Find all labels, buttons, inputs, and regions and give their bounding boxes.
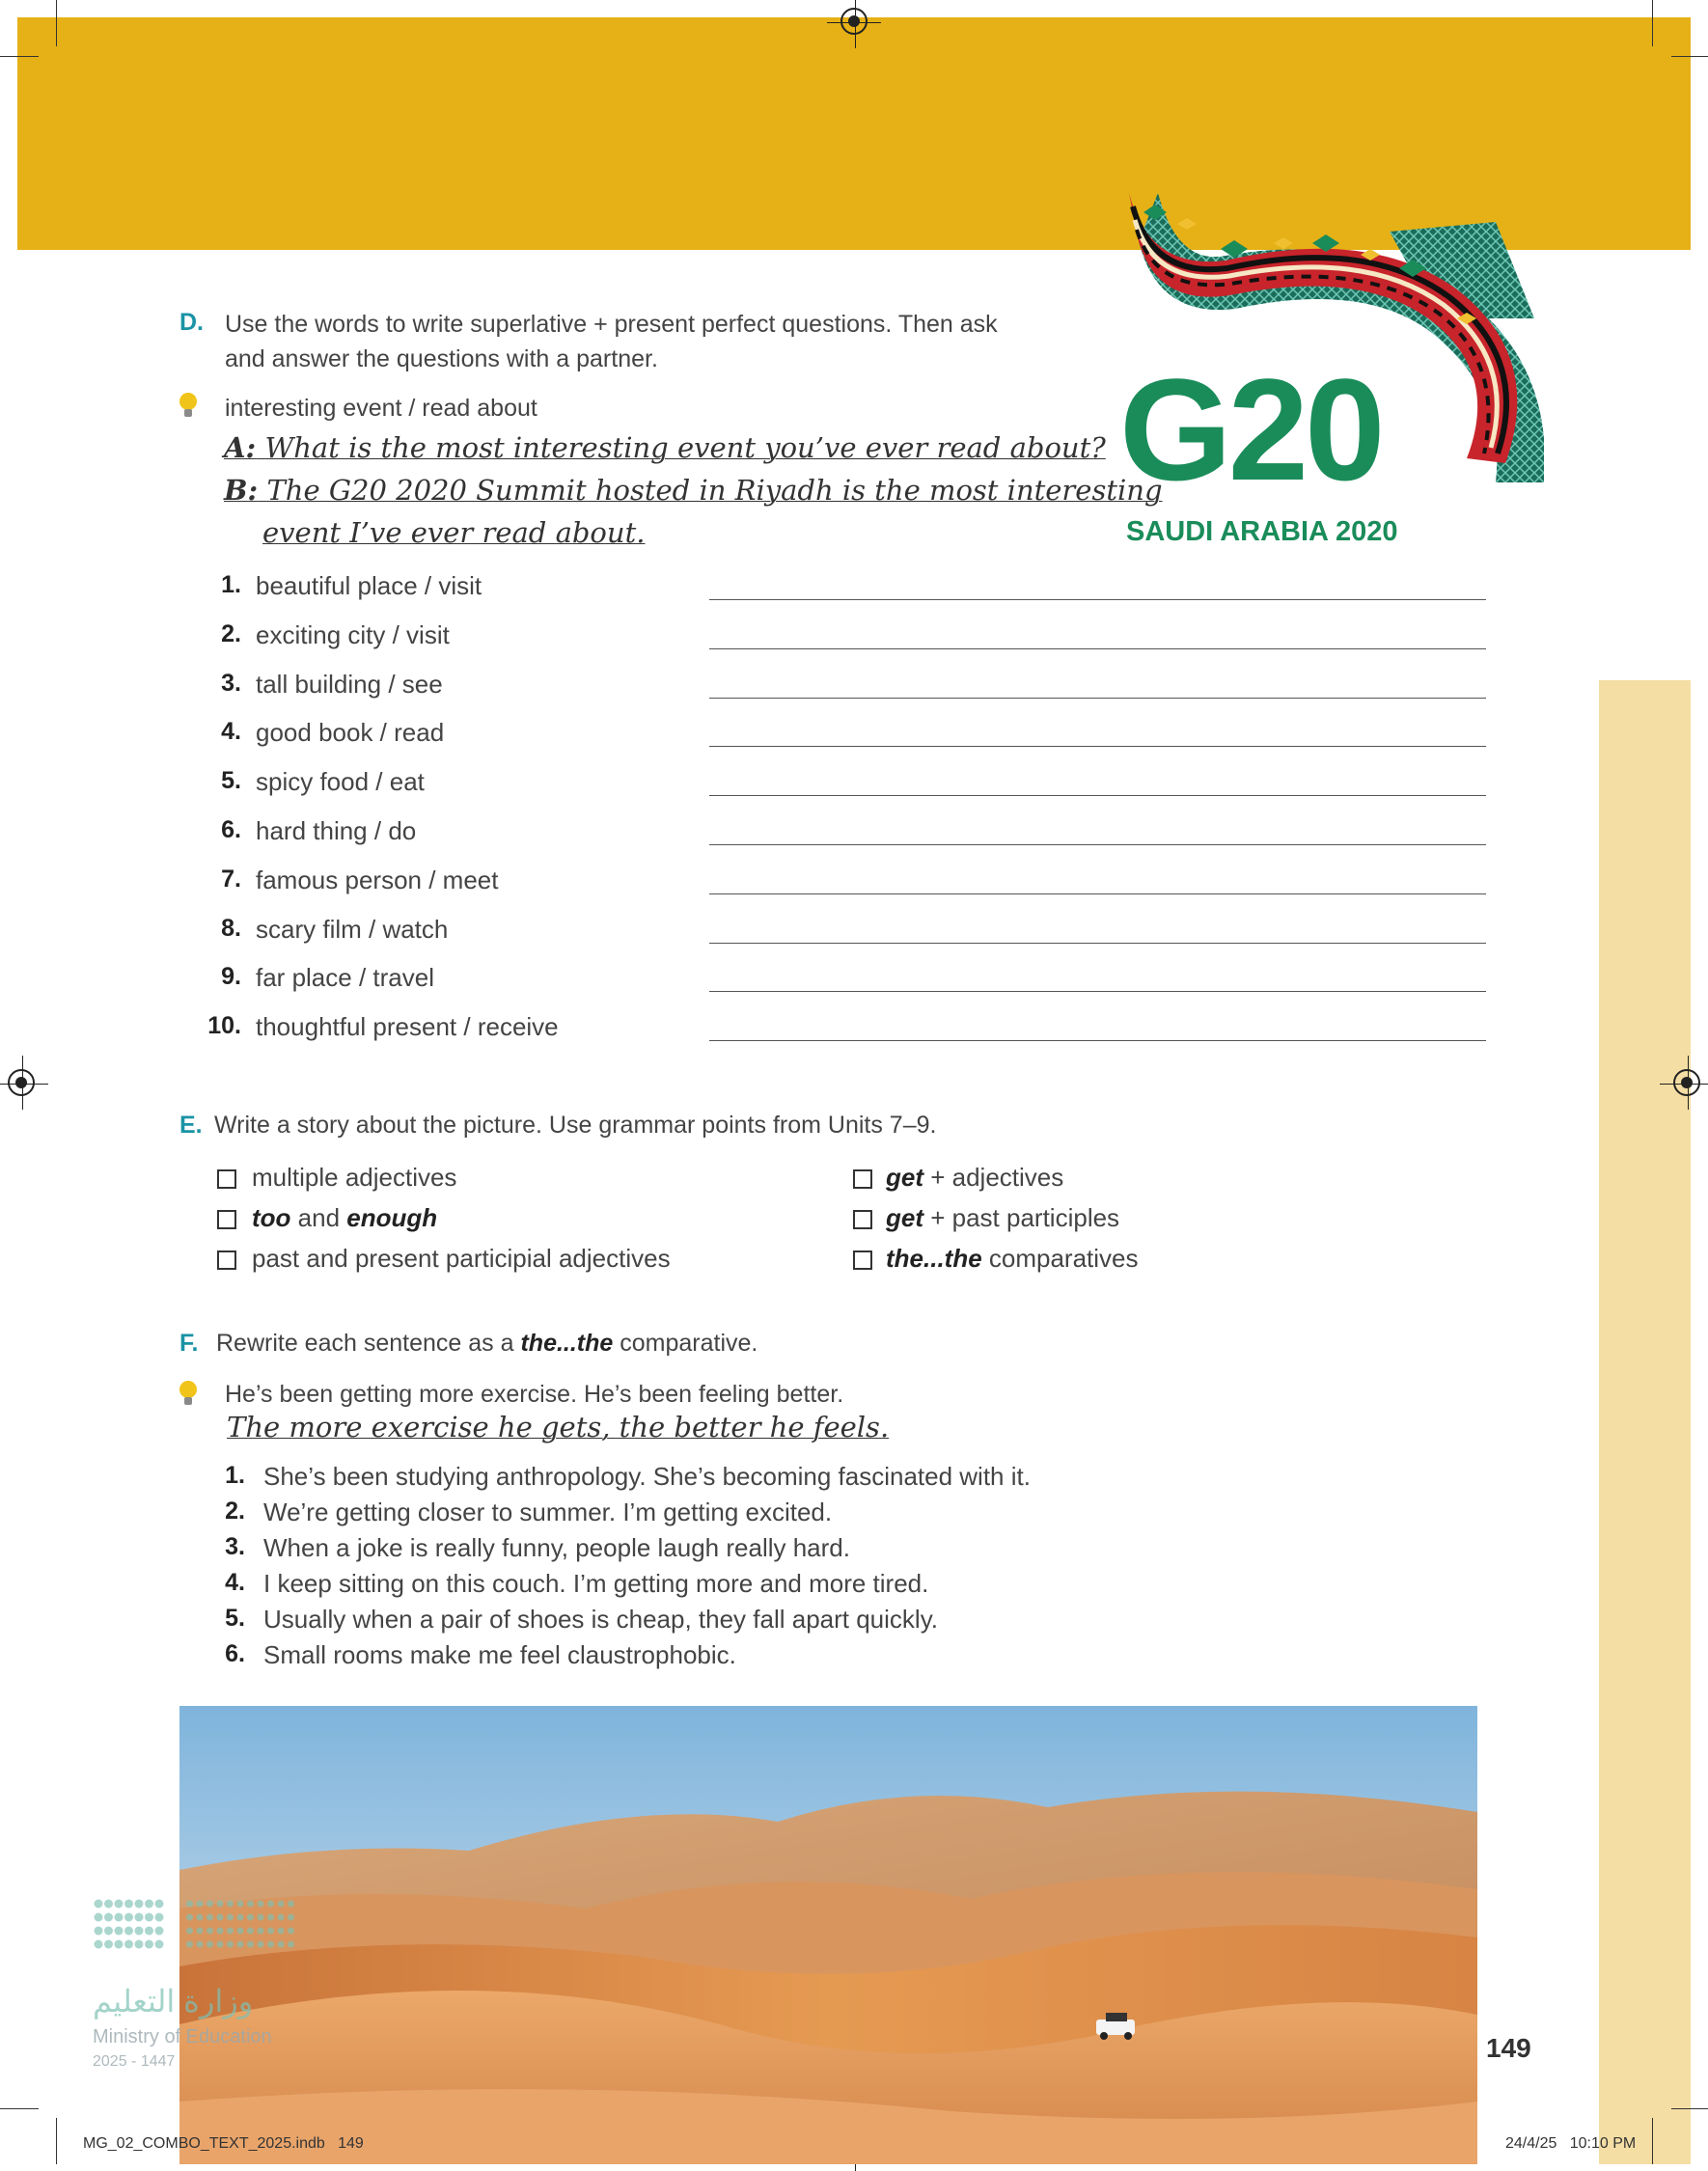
item-number: 5. xyxy=(225,1605,245,1632)
item-prompt: exciting city / visit xyxy=(256,620,450,649)
option-get-past-participles: get + past participles xyxy=(886,1203,1120,1232)
item-prompt: spicy food / eat xyxy=(256,767,425,796)
desert-photo xyxy=(179,1706,1477,2164)
answer-line[interactable] xyxy=(709,795,1486,796)
option-the-the-comparatives: the...the comparatives xyxy=(886,1244,1139,1273)
item-number: 1. xyxy=(225,1462,245,1489)
item-number: 3. xyxy=(225,1533,245,1560)
sentence-to-rewrite: We’re getting closer to summer. I’m getting excited. xyxy=(263,1498,833,1526)
page-side-tab xyxy=(1599,680,1691,2164)
option-multiple-adjectives: multiple adjectives xyxy=(252,1163,457,1192)
item-number: 5. xyxy=(221,767,241,794)
item-prompt: beautiful place / visit xyxy=(256,571,482,600)
crop-mark xyxy=(0,56,39,57)
item-prompt: hard thing / do xyxy=(256,816,417,845)
item-number: 4. xyxy=(221,718,241,745)
example-prompt: interesting event / read about xyxy=(225,395,537,422)
item-number: 6. xyxy=(221,816,241,843)
item-prompt: famous person / meet xyxy=(256,866,499,894)
item-prompt: far place / travel xyxy=(256,963,434,992)
example-answer-b-line1: B: The G20 2020 Summit hosted in Riyadh is the most interesting xyxy=(224,474,1163,507)
checkbox[interactable] xyxy=(217,1169,236,1189)
sentence-to-rewrite: When a joke is really funny, people laugh really hard. xyxy=(263,1533,850,1562)
item-prompt: tall building / see xyxy=(256,670,443,699)
footer-timestamp: 24/4/25 10:10 PM xyxy=(1505,2135,1637,2152)
crop-mark xyxy=(1652,2118,1653,2164)
ministry-logo-dots xyxy=(93,1896,305,1964)
section-d-instruction-line1: Use the words to write superlative + present perfect questions. Then ask xyxy=(225,311,998,338)
ministry-english-text: Ministry of Education xyxy=(93,2026,272,2047)
crop-mark xyxy=(1652,0,1653,46)
crop-mark xyxy=(56,2118,57,2164)
answer-line[interactable] xyxy=(709,893,1486,894)
checkbox[interactable] xyxy=(853,1250,872,1270)
lightbulb-icon xyxy=(178,392,199,421)
item-number: 2. xyxy=(225,1498,245,1525)
item-number: 8. xyxy=(221,915,241,942)
option-participial-adjectives: past and present participial adjectives xyxy=(252,1244,671,1273)
sentence-to-rewrite: Small rooms make me feel claustrophobic. xyxy=(263,1640,736,1669)
ministry-arabic-text: وزارة التعليم xyxy=(93,1984,254,2019)
section-f-letter: F. xyxy=(179,1330,199,1357)
crop-mark xyxy=(0,2108,39,2109)
option-too-enough: too and enough xyxy=(252,1203,438,1232)
section-d-letter: D. xyxy=(179,309,204,336)
checkbox[interactable] xyxy=(217,1250,236,1270)
answer-line[interactable] xyxy=(709,698,1486,699)
example-answer-a: A: What is the most interesting event you’ve ever read about? xyxy=(224,431,1106,464)
lightbulb-icon xyxy=(178,1380,199,1409)
section-f-example-prompt: He’s been getting more exercise. He’s been feeling better. xyxy=(225,1381,844,1408)
checkbox[interactable] xyxy=(853,1210,872,1229)
registration-mark xyxy=(8,1069,35,1096)
sentence-to-rewrite: She’s been studying anthropology. She’s becoming fascinated with it. xyxy=(263,1462,1031,1491)
item-number: 6. xyxy=(225,1640,245,1667)
item-number: 10. xyxy=(207,1012,241,1039)
answer-line[interactable] xyxy=(709,844,1486,845)
answer-line[interactable] xyxy=(709,1040,1486,1041)
crop-mark xyxy=(56,0,57,46)
section-f-example-answer: The more exercise he gets, the better he feels. xyxy=(227,1411,890,1443)
sentence-to-rewrite: I keep sitting on this couch. I’m getting more and more tired. xyxy=(263,1569,929,1598)
registration-mark xyxy=(1673,1069,1700,1096)
crop-mark xyxy=(1671,56,1708,57)
g20-subtitle: SAUDI ARABIA 2020 xyxy=(1126,516,1398,547)
example-answer-b-line2: event I’ve ever read about. xyxy=(262,516,646,549)
section-d-instruction-line2: and answer the questions with a partner. xyxy=(225,345,658,372)
section-f-instruction: Rewrite each sentence as a the...the comparative. xyxy=(216,1330,758,1357)
item-prompt: good book / read xyxy=(256,718,445,747)
section-e-instruction: Write a story about the picture. Use grammar points from Units 7–9. xyxy=(214,1112,937,1139)
crop-mark xyxy=(1671,2108,1708,2109)
item-number: 1. xyxy=(221,571,241,598)
section-e-letter: E. xyxy=(179,1112,203,1139)
registration-mark xyxy=(840,8,868,35)
answer-line[interactable] xyxy=(709,599,1486,600)
footer-file-info: MG_02_COMBO_TEXT_2025.indb 149 xyxy=(83,2135,364,2152)
item-number: 3. xyxy=(221,670,241,697)
ministry-year-text: 2025 - 1447 xyxy=(93,2053,176,2070)
sentence-to-rewrite: Usually when a pair of shoes is cheap, they fall apart quickly. xyxy=(263,1605,938,1634)
item-number: 2. xyxy=(221,620,241,647)
item-number: 9. xyxy=(221,963,241,990)
item-number: 7. xyxy=(221,866,241,893)
checkbox[interactable] xyxy=(217,1210,236,1229)
answer-line[interactable] xyxy=(709,648,1486,649)
item-number: 4. xyxy=(225,1569,245,1596)
answer-line[interactable] xyxy=(709,991,1486,992)
page-number: 149 xyxy=(1486,2033,1531,2063)
item-prompt: scary film / watch xyxy=(256,915,449,944)
item-prompt: thoughtful present / receive xyxy=(256,1012,559,1041)
answer-line[interactable] xyxy=(709,943,1486,944)
g20-wordmark: G20 xyxy=(1119,348,1382,510)
option-get-adjectives: get + adjectives xyxy=(886,1163,1064,1192)
checkbox[interactable] xyxy=(853,1169,872,1189)
answer-line[interactable] xyxy=(709,746,1486,747)
